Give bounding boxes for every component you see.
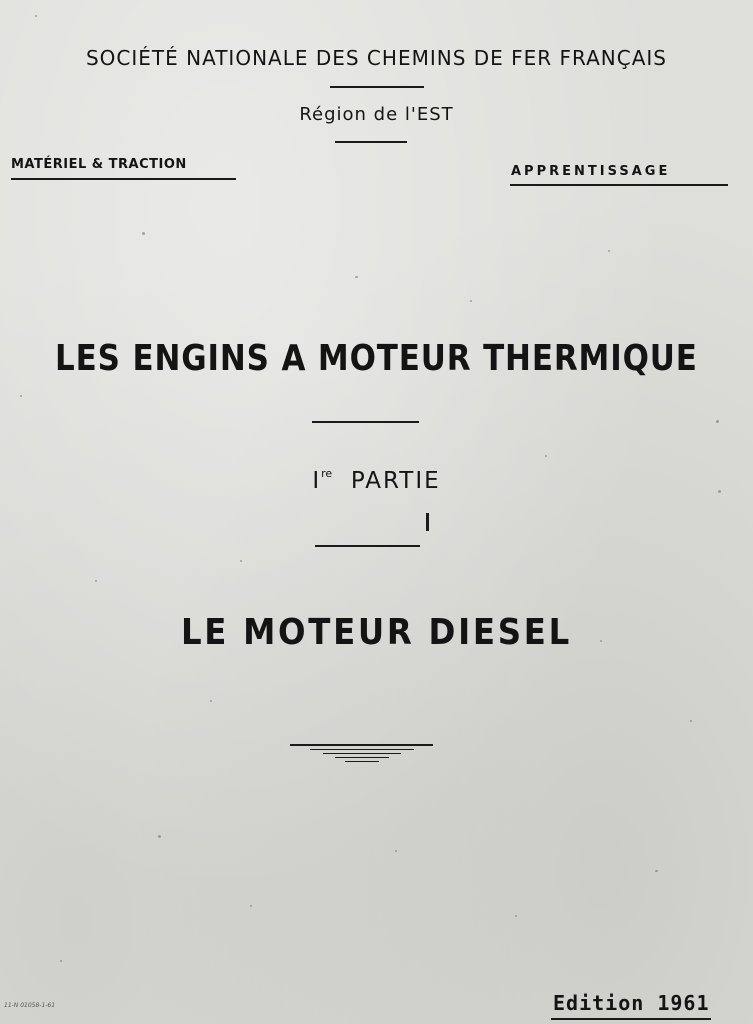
subtitle: LE MOTEUR DIESEL bbox=[180, 612, 572, 653]
edition-label: Edition 1961 bbox=[553, 991, 710, 1015]
apprenticeship-label: APPRENTISSAGE bbox=[511, 164, 671, 179]
divider-rule bbox=[335, 141, 407, 143]
part-word: PARTIE bbox=[350, 468, 441, 494]
divider-rule bbox=[312, 421, 419, 423]
part-numeral: I bbox=[312, 468, 322, 494]
organization-name: SOCIÉTÉ NATIONALE DES CHEMINS DE FER FRANÇAIS bbox=[85, 46, 668, 70]
ink-mark bbox=[426, 513, 429, 531]
divider-rule bbox=[330, 86, 424, 88]
edition-underline bbox=[551, 1018, 711, 1020]
department-underline bbox=[11, 178, 236, 180]
part-heading bbox=[0, 467, 753, 494]
main-title: LES ENGINS A MOTEUR THERMIQUE bbox=[55, 338, 698, 379]
part-ordinal-suffix: re bbox=[321, 467, 333, 480]
department-label: MATÉRIEL & TRACTION bbox=[11, 157, 187, 172]
region-name: Région de l'EST bbox=[299, 104, 454, 125]
print-reference: 11-N 01058-1-61 bbox=[4, 1002, 56, 1009]
divider-rule bbox=[315, 545, 420, 547]
apprenticeship-underline bbox=[510, 184, 728, 186]
